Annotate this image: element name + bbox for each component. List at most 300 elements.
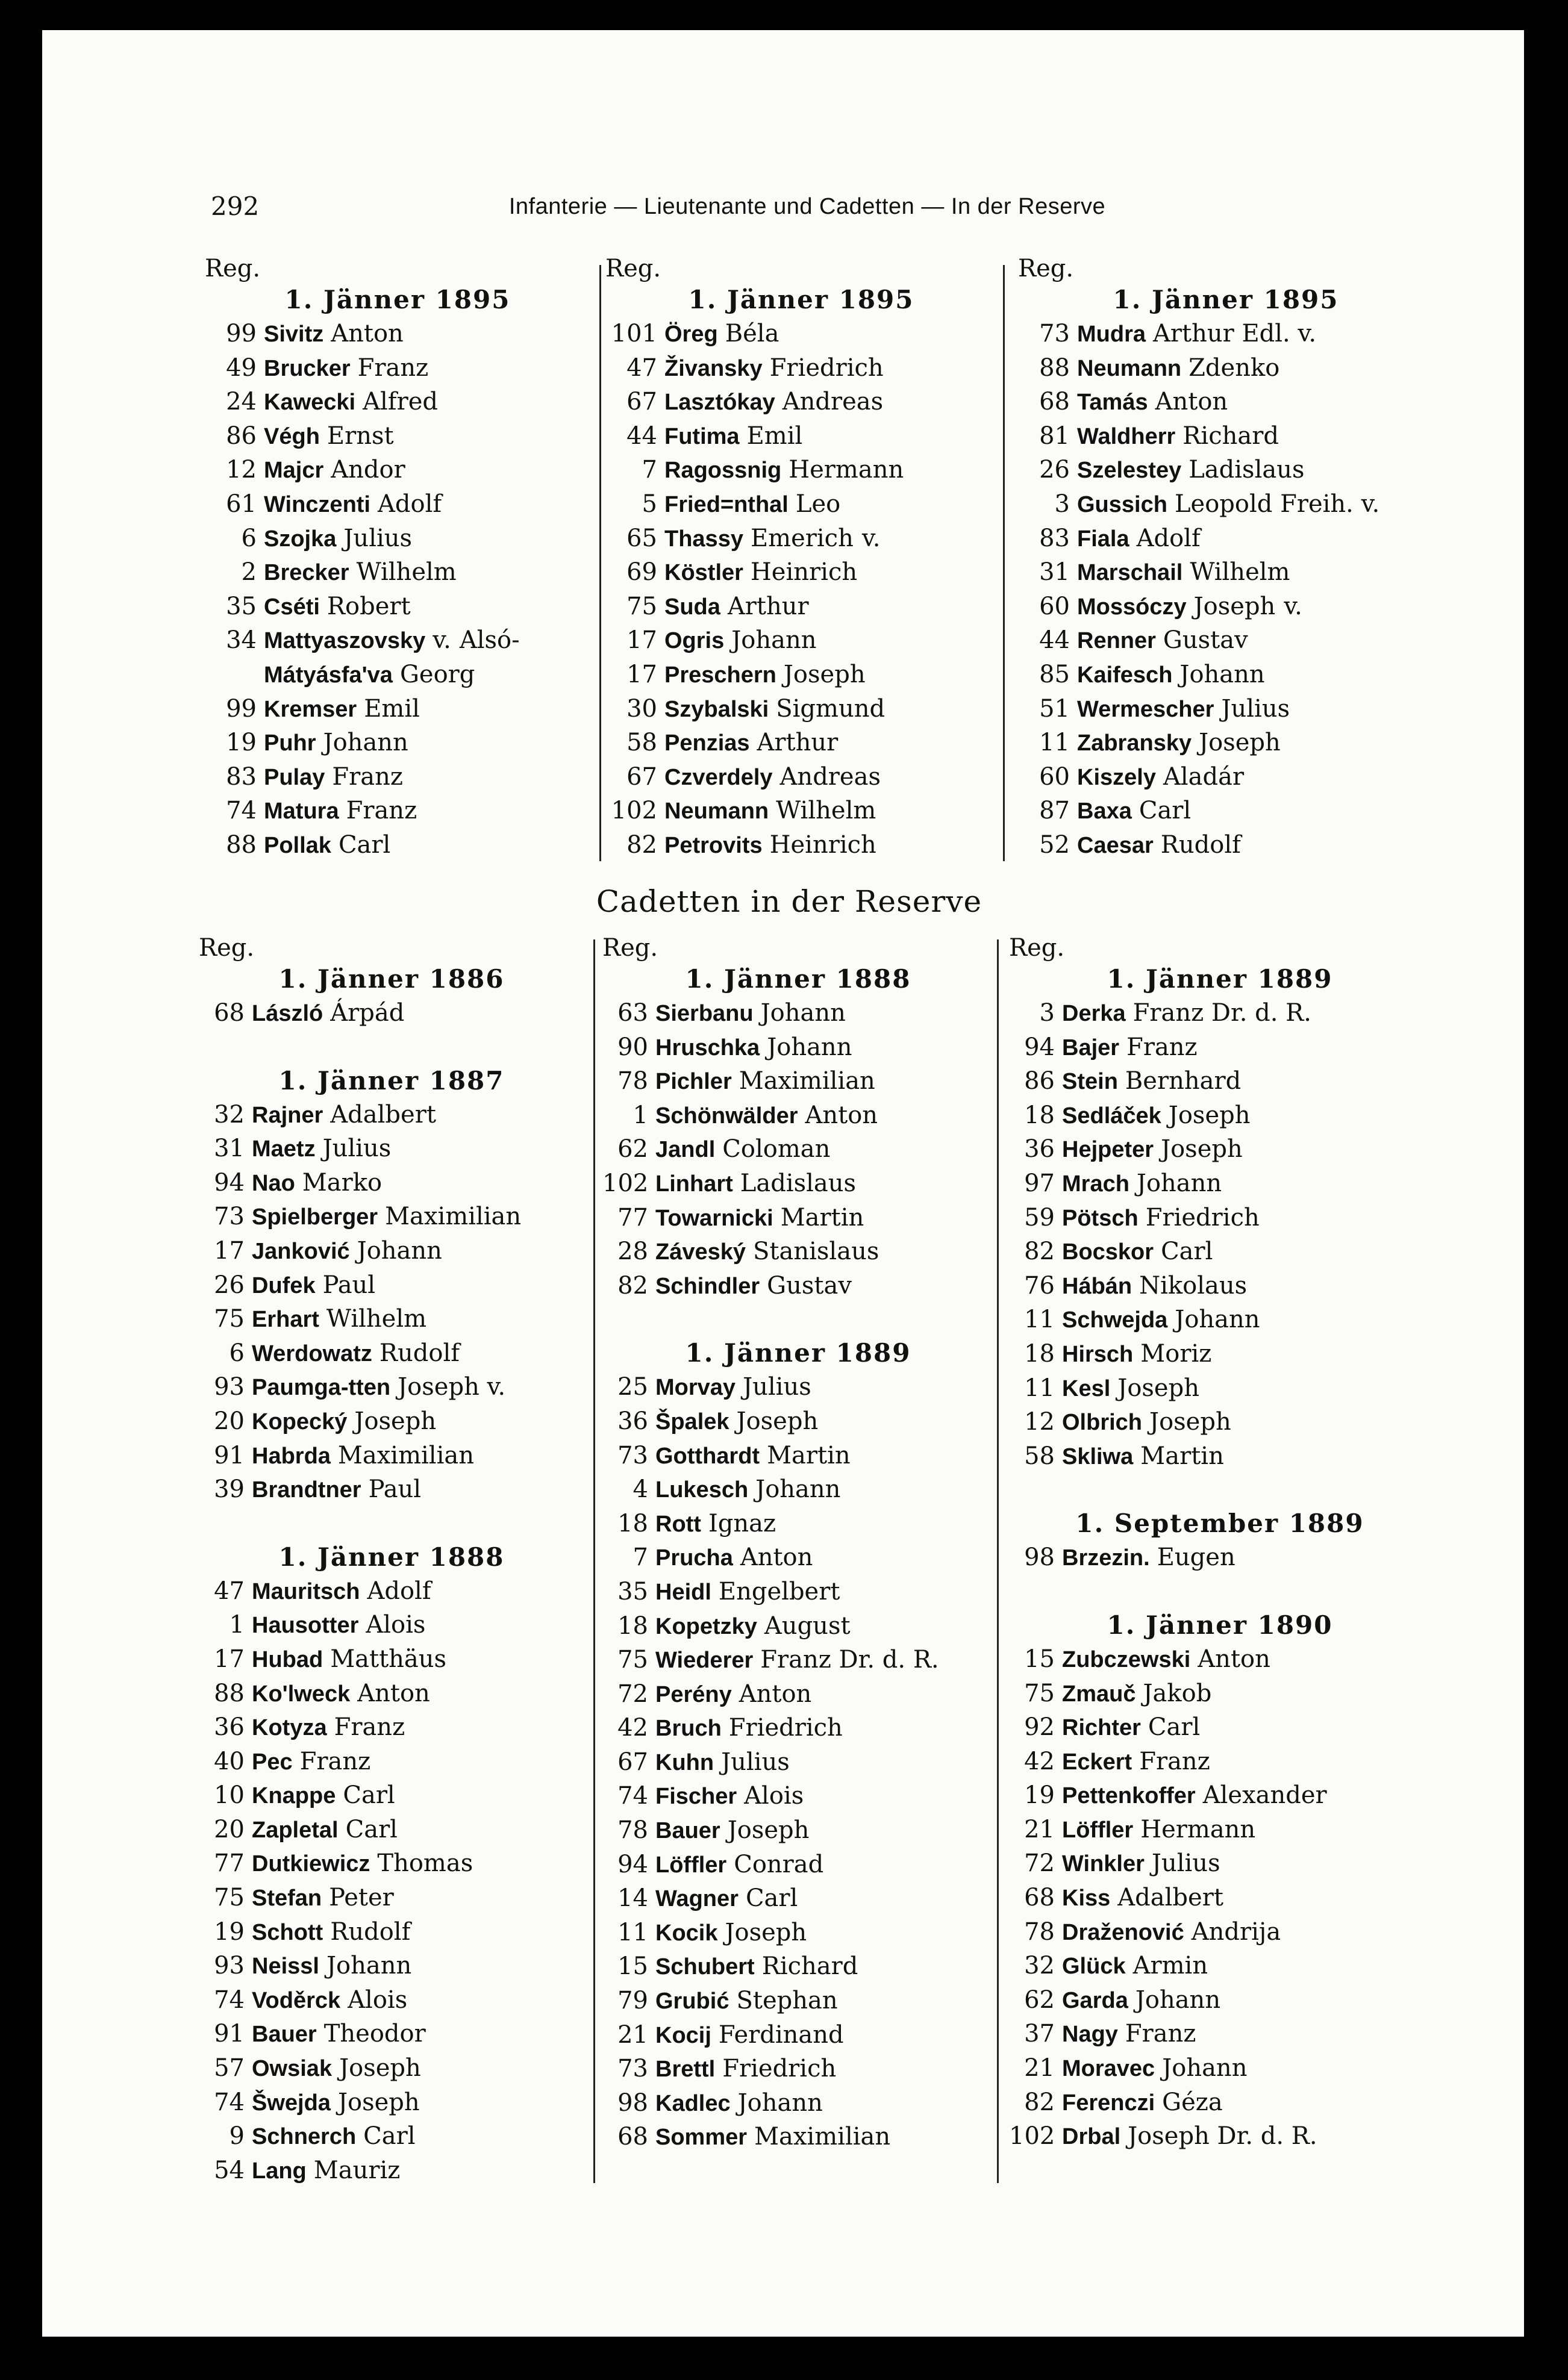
surname: Špalek <box>655 1409 729 1435</box>
given-name: Alois <box>744 1782 804 1810</box>
regiment-number: 20 <box>214 1815 245 1843</box>
list-item <box>1009 1132 1431 1167</box>
regiment-number: 19 <box>226 729 257 757</box>
date-heading: 1. Jänner 1888 <box>278 1542 505 1572</box>
date-heading: 1. September 1889 <box>1075 1509 1364 1539</box>
list-item <box>602 1439 994 1473</box>
group-spacer <box>602 1303 994 1336</box>
surname: Moravec <box>1062 2056 1155 2082</box>
list-item <box>1009 1201 1431 1235</box>
given-name: Sigmund <box>776 694 886 723</box>
regiment-number: 85 <box>1039 660 1070 688</box>
surname: Sivitz <box>264 322 324 347</box>
list-item <box>602 1575 994 1609</box>
given-name: Julius <box>721 1748 790 1776</box>
list-item <box>605 351 997 385</box>
surname: Dutkiewicz <box>252 1851 370 1877</box>
regiment-number: 72 <box>1024 1849 1055 1878</box>
regiment-number: 11 <box>1024 1374 1055 1402</box>
surname: Schwejda <box>1062 1307 1168 1333</box>
surname: Richter <box>1062 1715 1141 1741</box>
given-name: Wilhelm <box>326 1305 427 1333</box>
surname: Mudra <box>1077 322 1146 347</box>
list-item <box>199 1710 584 1745</box>
regiment-number: 18 <box>617 1509 648 1537</box>
list-item <box>1018 760 1434 794</box>
given-name: Franz <box>332 762 403 791</box>
regiment-number: 26 <box>214 1271 245 1299</box>
given-name: Wilhelm <box>356 558 457 587</box>
surname: Nao <box>252 1170 295 1196</box>
list-item <box>1009 1915 1431 1949</box>
bottom-column-2 <box>602 933 994 2154</box>
regiment-number: 62 <box>1024 1986 1055 2014</box>
list-item <box>602 1098 994 1133</box>
list-item <box>205 794 590 828</box>
surname: Pettenkoffer <box>1062 1783 1196 1809</box>
list-item <box>199 1098 584 1132</box>
list-item <box>602 1507 994 1541</box>
regiment-number: 97 <box>1024 1169 1055 1197</box>
given-name: Joseph <box>1161 1135 1243 1164</box>
surname: Rott <box>655 1511 701 1537</box>
list-item <box>199 1234 584 1268</box>
regiment-number: 76 <box>1024 1271 1055 1300</box>
list-item <box>602 1540 994 1575</box>
given-name: Carl <box>343 1781 395 1810</box>
given-name: Alois <box>366 1611 426 1639</box>
surname: Bocskor <box>1062 1239 1154 1265</box>
list-item <box>205 828 590 862</box>
surname: Zmauč <box>1062 1681 1136 1707</box>
given-name: Adalbert <box>1117 1884 1223 1912</box>
regiment-number: 47 <box>214 1577 245 1605</box>
given-name: Maximilian <box>739 1067 875 1095</box>
regiment-number: 77 <box>214 1849 245 1878</box>
given-name: Rudolf <box>379 1339 460 1367</box>
given-name: Stanislaus <box>753 1238 879 1266</box>
regiment-number: 54 <box>214 2156 245 2184</box>
regiment-number: 51 <box>1039 694 1070 723</box>
given-name: Coloman <box>722 1135 831 1164</box>
given-name: Maximilian <box>385 1203 522 1231</box>
regiment-number: 36 <box>617 1407 648 1435</box>
regiment-number: 10 <box>214 1781 245 1810</box>
given-name: Marko <box>302 1168 383 1197</box>
given-name: Andreas <box>782 388 884 416</box>
surname: Linhart <box>655 1171 733 1197</box>
given-name: Armin <box>1132 1952 1208 1980</box>
list-item <box>605 692 997 726</box>
regiment-number: 32 <box>214 1100 245 1129</box>
group-spacer <box>1009 1575 1431 1609</box>
regiment-number: 74 <box>617 1782 648 1810</box>
surname: Wiederer <box>655 1648 754 1674</box>
regiment-number: 78 <box>1024 1917 1055 1946</box>
surname: Sedláček <box>1062 1103 1161 1129</box>
date-heading: 1. Jänner 1887 <box>278 1065 505 1095</box>
regiment-number: 75 <box>214 1305 245 1333</box>
given-name: Béla <box>725 320 779 347</box>
given-name: Ferdinand <box>718 2020 844 2049</box>
list-item <box>199 1642 584 1677</box>
surname: Futima <box>664 423 740 449</box>
regiment-number: 28 <box>617 1238 648 1266</box>
given-name: Moriz <box>1140 1339 1212 1368</box>
regiment-number: 31 <box>1039 558 1070 587</box>
surname: Cséti <box>264 594 320 620</box>
surname: Zabransky <box>1077 731 1192 756</box>
regiment-number: 12 <box>226 456 257 484</box>
regiment-number: 49 <box>226 354 257 382</box>
regiment-number: 94 <box>617 1850 648 1878</box>
list-item <box>602 2018 994 2052</box>
name-suffix: Alsó- <box>459 626 520 655</box>
regiment-number: 52 <box>1039 830 1070 859</box>
list-item <box>1018 726 1434 760</box>
list-item <box>1009 1269 1431 1303</box>
regiment-number: 32 <box>1024 1952 1055 1980</box>
given-name: Franz Dr. d. R. <box>1132 999 1312 1027</box>
surname: Draženović <box>1062 1919 1184 1945</box>
given-name: Anton <box>805 1101 878 1129</box>
surname: Sommer <box>655 2125 748 2151</box>
regiment-number: 35 <box>226 592 257 620</box>
name-suffix: v. <box>861 524 881 552</box>
list-item <box>1018 317 1434 351</box>
given-name: Johann <box>737 2089 823 2117</box>
surname: Fischer <box>655 1784 737 1810</box>
given-name: Julius <box>743 1373 811 1401</box>
list-item <box>602 1235 994 1269</box>
list-item <box>602 1881 994 1916</box>
list-item <box>605 726 997 760</box>
list-item <box>1009 1846 1431 1881</box>
surname: Hubad <box>252 1646 323 1672</box>
regiment-number: 4 <box>633 1475 648 1504</box>
surname: Renner <box>1077 628 1156 654</box>
list-item <box>605 828 997 862</box>
given-name: Ernst <box>326 422 394 450</box>
page-number: 292 <box>211 192 260 221</box>
surname: Thassy <box>664 526 743 552</box>
regiment-number: 14 <box>617 1884 648 1913</box>
list-item <box>199 1813 584 1847</box>
surname: Skliwa <box>1062 1444 1134 1469</box>
list-item <box>602 1132 994 1167</box>
given-name: Emerich <box>750 524 854 552</box>
list-item <box>199 1778 584 1813</box>
list-item <box>1009 2119 1431 2154</box>
list-item <box>199 1370 584 1404</box>
regiment-number: 17 <box>214 1645 245 1673</box>
list-item <box>199 1166 584 1200</box>
regiment-number: 9 <box>229 2122 245 2151</box>
regiment-number: 74 <box>226 797 257 825</box>
given-name: Adolf <box>378 490 442 518</box>
surname: Brucker <box>264 355 351 381</box>
given-name: Maximilian <box>337 1441 474 1469</box>
list-item <box>205 351 590 385</box>
list-item <box>605 760 997 794</box>
given-name: Gustav <box>1163 626 1248 655</box>
surname: Eckert <box>1062 1749 1132 1775</box>
given-name: Maximilian <box>754 2123 891 2151</box>
given-name: Franz <box>1126 1033 1198 1061</box>
regiment-number: 61 <box>226 490 257 518</box>
surname: Schindler <box>655 1273 760 1299</box>
given-name: Ladislaus <box>740 1169 857 1197</box>
given-name: Johann <box>323 729 408 757</box>
list-item <box>205 692 590 726</box>
bottom-column-3 <box>1009 933 1431 2154</box>
regiment-number: 88 <box>214 1679 245 1707</box>
column-rule <box>593 939 595 2183</box>
regiment-number: 82 <box>617 1271 648 1300</box>
surname: Mattyaszovsky <box>264 628 426 654</box>
list-item <box>602 1916 994 1950</box>
list-item <box>602 1779 994 1813</box>
list-item <box>1009 1098 1431 1133</box>
surname: Tamás <box>1077 390 1148 416</box>
list-item <box>605 590 997 624</box>
list-item <box>605 794 997 828</box>
name-suffix: v. <box>1284 592 1302 620</box>
list-item <box>199 1404 584 1439</box>
regiment-number: 36 <box>1024 1135 1055 1164</box>
column-rule <box>599 265 601 861</box>
list-item <box>1009 1677 1431 1711</box>
given-name: Andor <box>331 456 405 484</box>
given-name: Carl <box>345 1815 398 1843</box>
given-name: Géza <box>1162 2088 1223 2116</box>
given-name: Heinrich <box>769 830 876 859</box>
given-name: Johann <box>1179 660 1265 688</box>
list-item <box>605 623 997 658</box>
surname: Neissl <box>252 1954 319 1980</box>
given-name: August <box>764 1612 851 1640</box>
surname: Paumga-tten <box>252 1375 391 1401</box>
regiment-number: 78 <box>617 1067 648 1095</box>
list-item <box>602 1643 994 1677</box>
surname: Brecker <box>264 560 349 586</box>
list-item <box>605 385 997 419</box>
given-name: Johann <box>1136 1169 1222 1197</box>
given-name: Wilhelm <box>1190 558 1290 587</box>
regiment-number: 42 <box>617 1714 648 1742</box>
given-name: Alexander <box>1202 1781 1327 1810</box>
regiment-number: 102 <box>1009 2122 1055 2151</box>
surname: Majcr <box>264 458 324 484</box>
regiment-number: 5 <box>642 490 657 518</box>
regiment-number: 2 <box>241 558 257 587</box>
surname: Brandtner <box>252 1477 361 1503</box>
regiment-number: 17 <box>626 660 657 688</box>
list-item <box>1009 1813 1431 1847</box>
list-item <box>1018 658 1434 692</box>
date-heading: 1. Jänner 1895 <box>688 285 914 314</box>
given-name: Ignaz <box>708 1509 776 1537</box>
given-name: Emil <box>364 694 420 723</box>
given-name: Martin <box>1140 1442 1224 1470</box>
given-name: Anton <box>1198 1645 1270 1673</box>
surname: Kremser <box>264 696 357 722</box>
given-name: Conrad <box>734 1850 824 1878</box>
given-name: Joseph <box>725 1918 807 1946</box>
given-name: v. <box>433 626 451 655</box>
regiment-number: 72 <box>617 1680 648 1708</box>
regiment-number: 87 <box>1039 797 1070 825</box>
given-name: Martin <box>780 1203 864 1232</box>
regiment-number: 11 <box>1024 1306 1055 1334</box>
list-item <box>205 760 590 794</box>
regiment-number: 60 <box>1039 762 1070 791</box>
surname: Gussich <box>1077 491 1167 517</box>
given-name: Franz <box>299 1747 371 1775</box>
regiment-number: 3 <box>1039 999 1055 1027</box>
list-item <box>1018 555 1434 590</box>
surname: Mossóczy <box>1077 594 1187 620</box>
surname: Szojka <box>264 526 337 552</box>
list-item <box>602 1064 994 1098</box>
regiment-number: 94 <box>214 1168 245 1197</box>
given-name: Anton <box>739 1680 812 1708</box>
regiment-number: 18 <box>1024 1101 1055 1129</box>
surname: Morvay <box>655 1375 736 1401</box>
list-item <box>199 1846 584 1881</box>
given-name: Richard <box>761 1952 858 1981</box>
list-item <box>605 453 997 487</box>
list-item <box>605 487 997 522</box>
surname: Maetz <box>252 1136 316 1162</box>
list-item <box>205 590 590 624</box>
list-item <box>199 1677 584 1711</box>
given-name: Robert <box>326 592 411 620</box>
surname: Kotyza <box>252 1715 327 1741</box>
list-item <box>602 1201 994 1235</box>
surname: Matura <box>264 799 339 824</box>
list-item <box>199 1949 584 1983</box>
list-item <box>205 317 590 351</box>
list-item <box>199 2086 584 2120</box>
given-name: Franz <box>334 1713 405 1742</box>
regiment-number: 75 <box>1024 1679 1055 1707</box>
regiment-number: 83 <box>1039 524 1070 552</box>
list-item <box>602 2120 994 2154</box>
list-item <box>1009 2017 1431 2051</box>
list-item <box>1018 590 1434 624</box>
list-item <box>1009 1235 1431 1269</box>
regiment-number: 40 <box>214 1747 245 1775</box>
list-item <box>205 487 590 522</box>
surname: Bajer <box>1062 1035 1120 1061</box>
given-name: Joseph <box>783 660 866 688</box>
list-item <box>602 1404 994 1439</box>
surname: Perény <box>655 1681 732 1707</box>
list-item <box>602 1269 994 1303</box>
given-name: Anton <box>1155 388 1228 416</box>
surname: Szybalski <box>664 696 769 722</box>
given-name: Johann <box>731 626 817 655</box>
regiment-number: 30 <box>626 694 657 723</box>
surname: Pec <box>252 1749 293 1775</box>
given-name: Carl <box>1139 797 1192 825</box>
list-item <box>1009 1064 1431 1098</box>
surname: Glück <box>1062 1954 1126 1980</box>
surname: Ko'lweck <box>252 1681 351 1707</box>
regiment-number: 34 <box>226 626 257 655</box>
date-heading: 1. Jänner 1889 <box>1107 964 1333 994</box>
surname: Kesl <box>1062 1375 1111 1401</box>
given-name: Johann <box>1175 1306 1260 1334</box>
regiment-number: 59 <box>1024 1203 1055 1232</box>
regiment-number: 75 <box>626 592 657 620</box>
surname: Winczenti <box>264 491 370 517</box>
given-name: Emil <box>746 422 803 450</box>
given-name: Zdenko <box>1188 354 1280 382</box>
surname: Kocik <box>655 1920 718 1946</box>
surname: Owsiak <box>252 2056 333 2082</box>
list-item <box>205 385 590 419</box>
given-name: Johann <box>767 1033 852 1061</box>
given-name: Gustav <box>767 1271 852 1300</box>
list-item <box>602 1949 994 1984</box>
list-item <box>1018 487 1434 522</box>
surname: Löffler <box>1062 1817 1134 1843</box>
surname: Bauer <box>252 2022 317 2048</box>
list-item <box>199 1608 584 1642</box>
regiment-number: 68 <box>214 999 245 1027</box>
given-name: Julius <box>343 524 413 552</box>
regiment-number: 44 <box>626 422 657 450</box>
surname: Löffler <box>655 1852 727 1878</box>
regiment-number: 47 <box>626 354 657 382</box>
given-name: Friedrich <box>728 1714 843 1742</box>
regiment-number: 78 <box>617 1816 648 1845</box>
surname: Nagy <box>1062 2022 1118 2048</box>
given-name: Arthur <box>757 729 839 757</box>
given-name: Stephan <box>736 1987 838 2015</box>
regiment-number: 58 <box>626 729 657 757</box>
list-item <box>199 1983 584 2017</box>
reg-label: Reg. <box>205 255 261 282</box>
given-name: Mauriz <box>313 2156 401 2184</box>
list-item <box>199 1439 584 1473</box>
regiment-number: 31 <box>214 1135 245 1163</box>
regiment-number: 26 <box>1039 456 1070 484</box>
regiment-number: 68 <box>1039 388 1070 416</box>
reg-label: Reg. <box>605 255 661 282</box>
surname: László <box>252 1001 323 1026</box>
given-name: Carl <box>745 1884 798 1913</box>
given-name: Franz <box>357 354 429 382</box>
list-item <box>1009 1540 1431 1575</box>
surname: Penzias <box>664 731 750 756</box>
list-item <box>1018 828 1434 862</box>
list-item <box>1009 1778 1431 1813</box>
regiment-number: 20 <box>214 1407 245 1435</box>
regiment-number: 44 <box>1039 626 1070 655</box>
surname: Suda <box>664 594 720 620</box>
given-name: Anton <box>331 320 404 347</box>
surname: Grubić <box>655 1989 729 2014</box>
given-name: Joseph Dr. d. R. <box>1128 2122 1317 2151</box>
list-item <box>602 1813 994 1848</box>
surname: Pulay <box>264 764 325 790</box>
surname: Neumann <box>664 799 769 824</box>
date-heading: 1. Jänner 1888 <box>685 964 911 994</box>
list-item <box>1009 1337 1431 1371</box>
